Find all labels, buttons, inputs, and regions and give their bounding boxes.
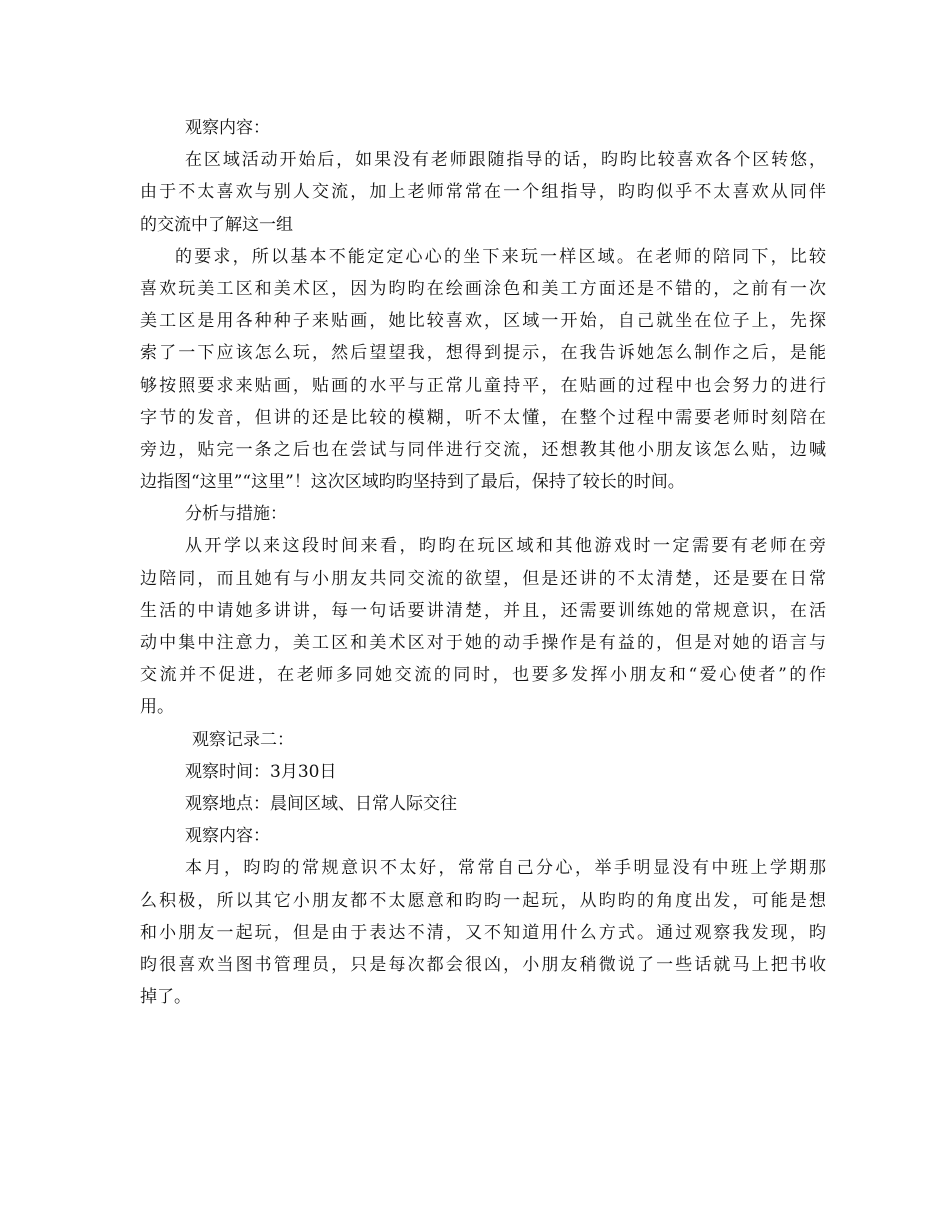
paragraph-line: 和小朋友一起玩，但是由于表达不清，又不知道用什么方式。通过观察我发现，昀	[140, 922, 826, 943]
paragraph-line: 交流并不促进，在老师多同她交流的同时，也要多发挥小朋友和“爱心使者”的作	[140, 665, 826, 686]
paragraph-line: 本月，昀昀的常规意识不太好，常常自己分心，举手明显没有中班上学期那	[185, 858, 826, 879]
paragraph-line: 掉了。	[140, 987, 191, 1008]
paragraph-line: 生活的中请她多讲讲，每一句话要讲清楚，并且，还需要训练她的常规意识，在活	[140, 600, 826, 621]
paragraph-line: 动中集中注意力，美工区和美术区对于她的动手操作是有益的，但是对她的语言与	[140, 633, 826, 653]
paragraph-line: 的交流中了解这一组	[140, 214, 293, 235]
paragraph-line: 够按照要求来贴画，贴画的水平与正常儿童持平，在贴画的过程中也会努力的进行	[140, 375, 826, 396]
paragraph-line: 边陪同，而且她有与小朋友共同交流的欲望，但是还讲的不太清楚，还是要在日常	[140, 568, 826, 589]
section-heading: 分析与措施：	[185, 504, 287, 525]
paragraph-line: 美工区是用各种种子来贴画，她比较喜欢，区域一开始，自己就坐在位子上，先探	[140, 311, 826, 332]
paragraph-line: 昀很喜欢当图书管理员，只是每次都会很凶，小朋友稍微说了一些话就马上把书收	[140, 954, 826, 975]
paragraph-line: 边指图“这里”“这里”！这次区域昀昀坚持到了最后，保持了较长的时间。	[140, 472, 685, 493]
paragraph-line: 索了一下应该怎么玩，然后望望我，想得到提示，在我告诉她怎么制作之后，是能	[140, 343, 826, 364]
section-heading: 观察内容：	[185, 826, 270, 847]
document-body	[140, 112, 826, 1013]
paragraph-line: 在区域活动开始后，如果没有老师跟随指导的话，昀昀比较喜欢各个区转悠，	[185, 150, 826, 171]
section-heading: 观察内容：	[185, 118, 270, 138]
section-heading: 观察记录二：	[192, 729, 294, 750]
paragraph-line: 么积极，所以其它小朋友都不太愿意和昀昀一起玩，从昀昀的角度出发，可能是想	[140, 890, 826, 911]
paragraph-line: 由于不太喜欢与别人交流，加上老师常常在一个组指导，昀昀似乎不太喜欢从同伴	[140, 182, 826, 203]
paragraph-line: 从开学以来这段时间来看，昀昀在玩区域和其他游戏时一定需要有老师在旁	[185, 536, 826, 557]
paragraph-line: 的要求，所以基本不能定定心心的坐下来玩一样区域。在老师的陪同下，比较	[175, 246, 826, 267]
observation-location: 观察地点：晨间区域、日常人际交往	[185, 793, 457, 814]
paragraph-line: 用。	[140, 697, 174, 718]
paragraph-line: 字节的发音，但讲的还是比较的模糊，听不太懂，在整个过程中需要老师时刻陪在	[140, 407, 826, 428]
observation-time: 观察时间：3月30日	[185, 761, 337, 782]
paragraph-line: 旁边，贴完一条之后也在尝试与同伴进行交流，还想教其他小朋友该怎么贴，边喊	[140, 439, 826, 460]
paragraph-line: 喜欢玩美工区和美术区，因为昀昀在绘画涂色和美工方面还是不错的，之前有一次	[140, 278, 826, 299]
